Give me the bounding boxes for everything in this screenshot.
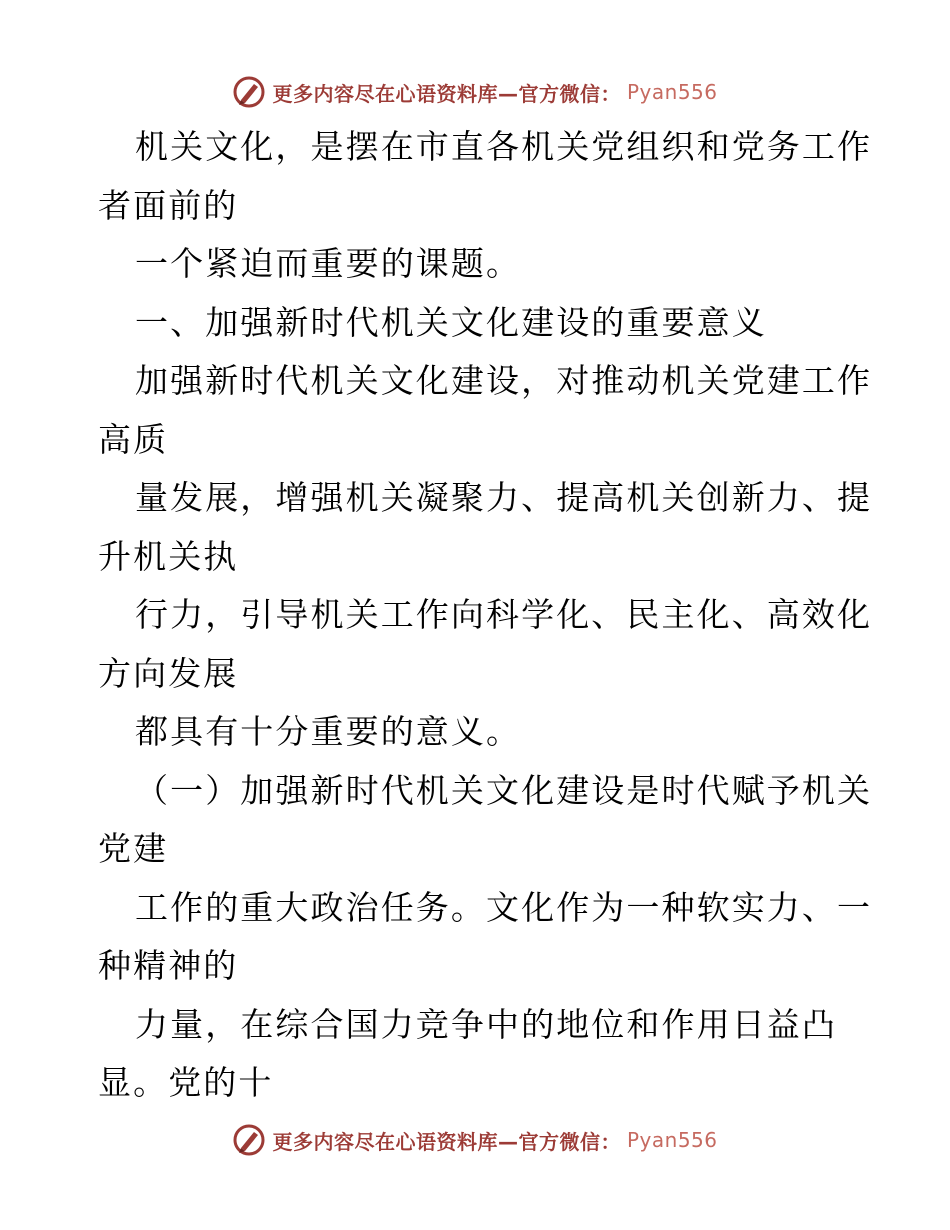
section-heading: 一、加强新时代机关文化建设的重要意义	[135, 302, 767, 342]
subsection-heading: （一）加强新时代机关文化建设是时代赋予机关	[135, 770, 873, 810]
watermark-wechat-id: Pyan556	[626, 80, 718, 104]
text-line: 工作的重大政治任务。文化作为一种软实力、一	[135, 887, 873, 927]
text-line: 加强新时代机关文化建设，对推动机关党建工作	[135, 361, 873, 400]
text-line: 种精神的	[98, 946, 239, 985]
text-line: 都具有十分重要的意义。	[135, 712, 522, 751]
watermark-text: 更多内容尽在心语资料库—官方微信：	[272, 81, 621, 106]
text-line: 升机关执	[98, 536, 239, 576]
text-line: 方向发展	[98, 653, 239, 693]
text-line: 量发展，增强机关凝聚力、提高机关创新力、提	[135, 478, 873, 517]
watermark-text: 更多内容尽在心语资料库—官方微信：	[272, 1129, 621, 1154]
text-line: 高质	[98, 419, 169, 459]
text-line: 一个紧迫而重要的课题。	[135, 244, 522, 283]
pen-logo-icon	[232, 75, 266, 109]
text-line: 机关文化，是摆在市直各机关党组织和党务工作	[135, 127, 873, 166]
text-line: 者面前的	[98, 185, 239, 225]
watermark-wechat-id: Pyan556	[626, 1128, 718, 1152]
document-body	[98, 118, 873, 1113]
pen-logo-icon	[232, 1123, 266, 1157]
text-line: 党建	[98, 829, 169, 868]
footer-watermark	[0, 1120, 950, 1160]
text-line: 力量，在综合国力竞争中的地位和作用日益凸	[135, 1004, 837, 1044]
text-line: 行力，引导机关工作向科学化、民主化、高效化	[135, 595, 873, 634]
header-watermark	[0, 72, 950, 112]
text-line: 显。党的十	[98, 1063, 274, 1102]
